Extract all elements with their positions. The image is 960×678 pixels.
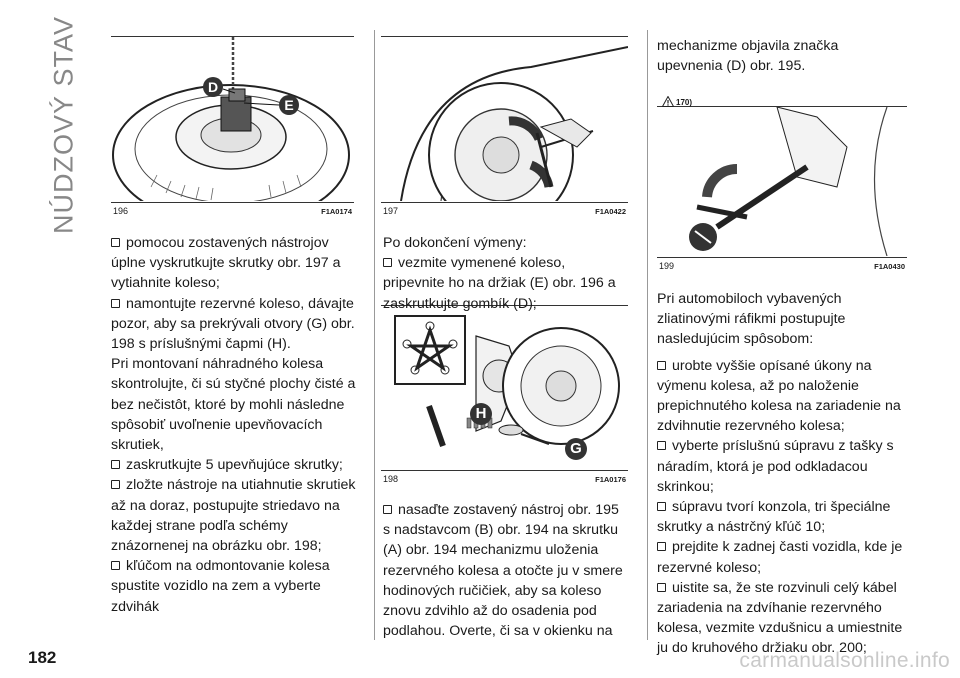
callout-e: E bbox=[279, 95, 299, 115]
list-item bbox=[657, 578, 907, 659]
column-2-top bbox=[383, 233, 628, 314]
bullet-icon bbox=[111, 238, 120, 247]
list-item-text: nasaďte zostavený nástroj obr. 195 s nadstavcom (B) obr. 194 na skrutku (A) obr. 194 mechanizmu uloženia rezervného kolesa a otočte ju v smere hodinových ručičiek, aby sa koleso znovu zdvihlo až do osadenia pod podlahou. Overte, či sa v okienku na bbox=[383, 502, 623, 640]
list-item-text: urobte vyššie opísané úkony na výmenu kolesa, až po naloženie prepichnutého kolesa na zariadenie na zdvihnutie rezervného kolesa; bbox=[657, 357, 901, 435]
list-item-text: zložte nástroje na utiahnutie skrutiek až na doraz, postupujte striedavo na každej strane podľa schémy znázornenej na obrázku obr. 198; bbox=[111, 477, 356, 555]
section-title bbox=[44, 15, 84, 235]
list-item-text: namontujte rezervné koleso, dávajte pozor, aby sa prekrývali otvory (G) obr. 198 s príslušnými čapmi (H). bbox=[111, 295, 355, 353]
figure-197-illustration bbox=[381, 37, 628, 201]
page-number: 182 bbox=[28, 648, 57, 667]
list-item bbox=[111, 233, 356, 294]
paragraph: Pri montovaní náhradného kolesa skontrolujte, či sú styčné plochy čisté a bez nečistôt, ktoré by mohli následne spôsobiť uvoľnenie upevňovacích skrutiek, bbox=[111, 356, 356, 454]
bullet-icon bbox=[383, 258, 392, 267]
figure-199-illustration bbox=[657, 107, 907, 256]
figure-198-illustration bbox=[381, 306, 628, 469]
figure-code: F1A0422 bbox=[595, 207, 626, 216]
figure-code: F1A0176 bbox=[595, 475, 626, 484]
paragraph: Po dokončení výmeny: bbox=[383, 235, 527, 251]
list-item bbox=[111, 475, 356, 556]
callout-h: H bbox=[470, 403, 492, 425]
list-item bbox=[111, 455, 356, 475]
paragraph: mechanizme objavila značka upevnenia (D) obr. 195. bbox=[657, 38, 839, 75]
bullet-icon bbox=[111, 561, 120, 570]
list-item bbox=[383, 500, 628, 641]
list-item-text: zaskrutkujte 5 upevňujúce skrutky; bbox=[126, 457, 343, 474]
figure-code: F1A0174 bbox=[321, 207, 352, 216]
bullet-icon bbox=[657, 583, 666, 592]
figure-number: 199 bbox=[659, 261, 675, 271]
figure-number: 198 bbox=[383, 474, 399, 484]
figure-196 bbox=[111, 36, 354, 216]
list-item-text: prejdite k zadnej časti vozidla, kde je rezervné koleso; bbox=[657, 539, 903, 576]
bullet-icon bbox=[111, 460, 120, 469]
section-title-text: NÚDZOVÝ STAV bbox=[48, 15, 79, 235]
callout-g: G bbox=[565, 438, 587, 460]
watermark: carmanualsonline.info bbox=[739, 649, 950, 672]
list-item bbox=[383, 253, 628, 314]
warning-reference-text: 170) bbox=[676, 98, 693, 107]
list-item bbox=[657, 436, 907, 497]
column-separator bbox=[647, 30, 648, 640]
column-3-top bbox=[657, 36, 907, 76]
warning-reference bbox=[662, 94, 693, 112]
column-2-bottom bbox=[383, 500, 628, 641]
bullet-icon bbox=[657, 502, 666, 511]
warning-icon bbox=[662, 96, 674, 107]
list-item-text: vyberte príslušnú súpravu z tašky s náradím, ktorá je pod odkladacou skrinkou; bbox=[657, 438, 894, 495]
bullet-icon bbox=[657, 441, 666, 450]
list-item bbox=[111, 556, 356, 617]
figure-code: F1A0430 bbox=[874, 262, 905, 271]
bullet-icon bbox=[111, 299, 120, 308]
bullet-icon bbox=[383, 505, 392, 514]
list-item-text: uistite sa, že ste rozvinuli celý kábel zariadenia na zdvíhanie rezervného kolesa, vezmite vzdušnicu a umiestnite ju do kruhového držiaku obr. 200; bbox=[657, 579, 903, 657]
callout-d: D bbox=[203, 77, 223, 97]
figure-198 bbox=[381, 305, 628, 484]
list-item-text: súpravu tvorí konzola, tri špeciálne skrutky a nástrčný kľúč 10; bbox=[657, 499, 891, 536]
list-item bbox=[657, 537, 907, 577]
figure-number: 196 bbox=[113, 206, 129, 216]
figure-199 bbox=[657, 106, 907, 271]
list-item-text: vezmite vymenené koleso, pripevnite ho na držiak (E) obr. 196 a zaskrutkujte gombík (D); bbox=[383, 255, 616, 312]
bullet-icon bbox=[111, 480, 120, 489]
column-1 bbox=[111, 233, 356, 617]
list-item-text: kľúčom na odmontovanie kolesa spustite vozidlo na zem a vyberte zdvihák bbox=[111, 558, 330, 615]
figure-number: 197 bbox=[383, 206, 399, 216]
paragraph: Pri automobiloch vybavených zliatinovými ráfikmi postupujte nasledujúcim spôsobom: bbox=[657, 291, 846, 348]
list-item bbox=[657, 356, 907, 437]
list-item bbox=[657, 497, 907, 537]
column-separator bbox=[374, 30, 375, 640]
column-3-bottom bbox=[657, 289, 907, 659]
bullet-icon bbox=[657, 542, 666, 551]
figure-197 bbox=[381, 36, 628, 216]
bullet-icon bbox=[657, 361, 666, 370]
figure-196-illustration bbox=[111, 37, 354, 201]
list-item bbox=[111, 294, 356, 355]
list-item-text: pomocou zostavených nástrojov úplne vyskrutkujte skrutky obr. 197 a vytiahnite koleso; bbox=[111, 235, 341, 292]
